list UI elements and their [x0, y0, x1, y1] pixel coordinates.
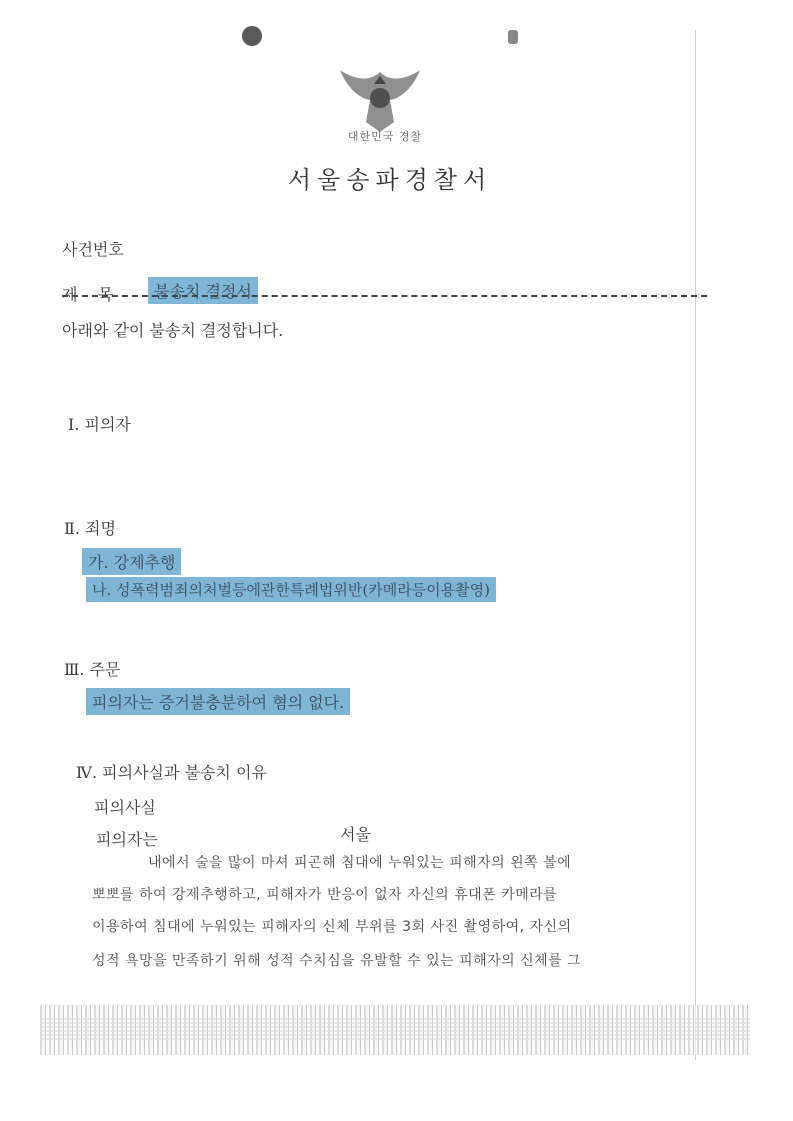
- body-line-2: 뽀뽀를 하여 강제추행하고, 피해자가 반응이 없자 자신의 휴대폰 카메라를: [92, 887, 558, 903]
- staple-mark: [508, 30, 518, 44]
- body-line-1: 내에서 술을 많이 마셔 피곤해 침대에 누워있는 피해자의 왼쪽 볼에: [148, 855, 572, 871]
- ruling-text: 피의자는 증거불충분하여 혐의 없다.: [86, 688, 350, 715]
- dashed-separator: [62, 295, 707, 297]
- scan-edge-line: [695, 30, 696, 1060]
- section-charges-heading: Ⅱ. 죄명: [64, 519, 116, 538]
- case-number-label: 사건번호: [62, 240, 124, 259]
- document-title: 서울송파경찰서: [287, 166, 493, 194]
- redacted-noise-overlay: [40, 1018, 750, 1040]
- subject-value: 불송치 결정서: [148, 277, 258, 304]
- section-ruling-heading: Ⅲ. 주문: [64, 660, 121, 679]
- section-suspect-heading: Ⅰ. 피의자: [68, 415, 131, 434]
- police-emblem-icon: [330, 62, 430, 134]
- body-line-0-right: 서울: [340, 825, 371, 844]
- punch-hole-mark: [242, 26, 262, 46]
- charge-item-b: 나. 성폭력범죄의처벌등에관한특례법위반(카메라등이용촬영): [86, 577, 496, 602]
- subject-label: 제 목: [62, 285, 114, 304]
- section-facts-heading: Ⅳ. 피의사실과 불송치 이유: [76, 763, 267, 782]
- facts-subheading: 피의사실: [94, 798, 156, 817]
- body-line-4: 성적 욕망을 만족하기 위해 성적 수치심을 유발할 수 있는 피해자의 신체를 그: [92, 953, 582, 969]
- body-line-3: 이용하여 침대에 누워있는 피해자의 신체 부위를 3회 사진 촬영하여, 자신의: [92, 919, 572, 935]
- intro-text: 아래와 같이 불송치 결정합니다.: [62, 321, 284, 340]
- body-line-0-left: 피의자는: [96, 830, 158, 849]
- charge-item-a: 가. 강제추행: [82, 548, 181, 575]
- emblem-caption: 대한민국 경찰: [347, 130, 423, 143]
